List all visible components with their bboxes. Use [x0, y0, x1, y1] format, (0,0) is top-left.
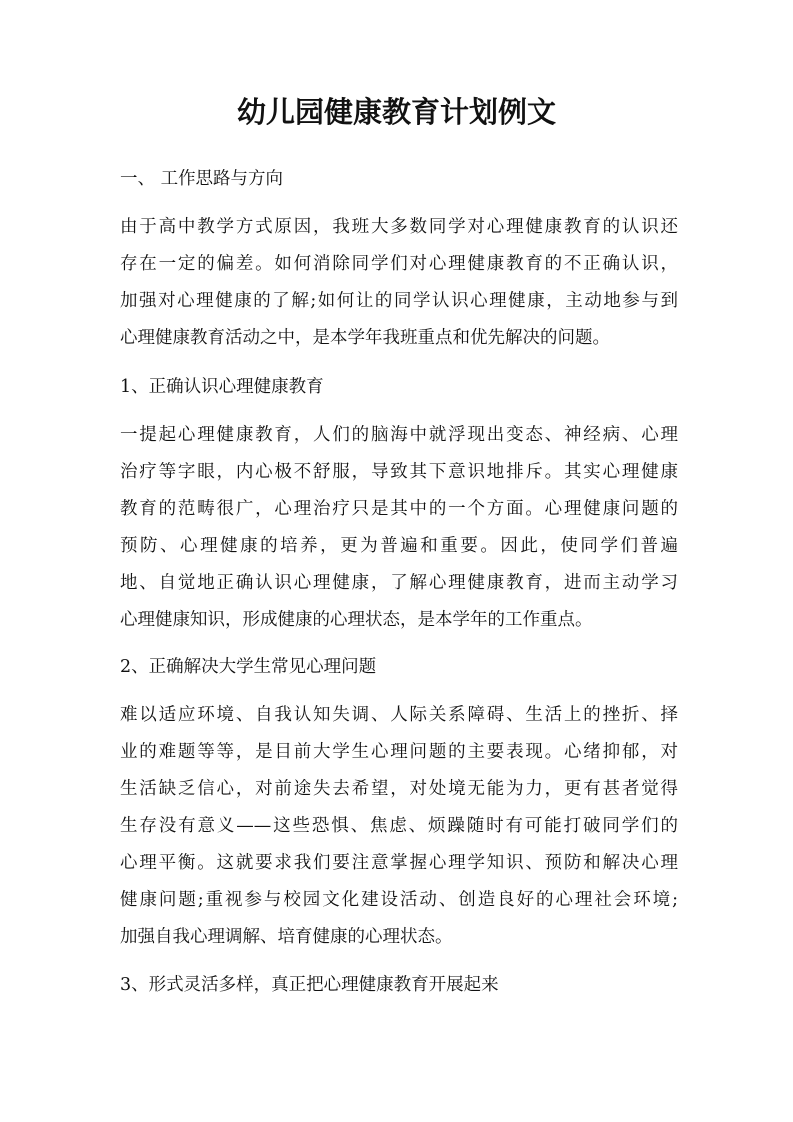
- item1-heading: 1、正确认识心理健康教育: [120, 377, 324, 397]
- item3-heading: 3、形式灵活多样，真正把心理健康教育开展起来: [120, 975, 499, 995]
- intro-paragraph: [120, 209, 678, 357]
- document-title: 幼儿园健康教育计划例文: [236, 95, 556, 129]
- paragraph-line: 教育的范畴很广，心理治疗只是其中的一个方面。心理健康问题的: [120, 499, 678, 519]
- paragraph-line: 一提起心理健康教育，人们的脑海中就浮现出变态、神经病、心理: [120, 425, 678, 445]
- paragraph-line: 治疗等字眼，内心极不舒服，导致其下意识地排斥。其实心理健康: [120, 462, 678, 482]
- paragraph-line: 生活缺乏信心，对前途失去希望，对处境无能为力，更有甚者觉得: [120, 779, 678, 799]
- paragraph-line: 难以适应环境、自我认知失调、人际关系障碍、生活上的挫折、择: [120, 705, 678, 725]
- item1-paragraph: [120, 417, 678, 639]
- paragraph-line: 存在一定的偏差。如何消除同学们对心理健康教育的不正确认识，: [120, 254, 678, 274]
- section-heading: 一、 工作思路与方向: [120, 169, 284, 189]
- paragraph-line: 加强自我心理调解、培育健康的心理状态。: [120, 927, 453, 947]
- paragraph-line: 健康问题;重视参与校园文化建设活动、创造良好的心理社会环境;: [120, 890, 678, 910]
- paragraph-line: 心理平衡。这就要求我们要注意掌握心理学知识、预防和解决心理: [120, 853, 678, 873]
- paragraph-line: 业的难题等等，是目前大学生心理问题的主要表现。心绪抑郁，对: [120, 742, 678, 762]
- paragraph-line: 心理健康教育活动之中，是本学年我班重点和优先解决的问题。: [120, 328, 610, 348]
- paragraph-line: 地、自觉地正确认识心理健康，了解心理健康教育，进而主动学习: [120, 573, 678, 593]
- paragraph-line: 预防、心理健康的培养，更为普遍和重要。因此，使同学们普遍: [120, 536, 678, 556]
- paragraph-line: 生存没有意义——这些恐惧、焦虑、烦躁随时有可能打破同学们的: [120, 816, 678, 836]
- item2-paragraph: [120, 697, 678, 956]
- item2-heading: 2、正确解决大学生常见心理问题: [120, 657, 377, 677]
- paragraph-line: 心理健康知识，形成健康的心理状态，是本学年的工作重点。: [120, 610, 593, 630]
- paragraph-line: 由于高中教学方式原因，我班大多数同学对心理健康教育的认识还: [120, 217, 678, 237]
- paragraph-line: 加强对心理健康的了解;如何让的同学认识心理健康，主动地参与到: [120, 291, 678, 311]
